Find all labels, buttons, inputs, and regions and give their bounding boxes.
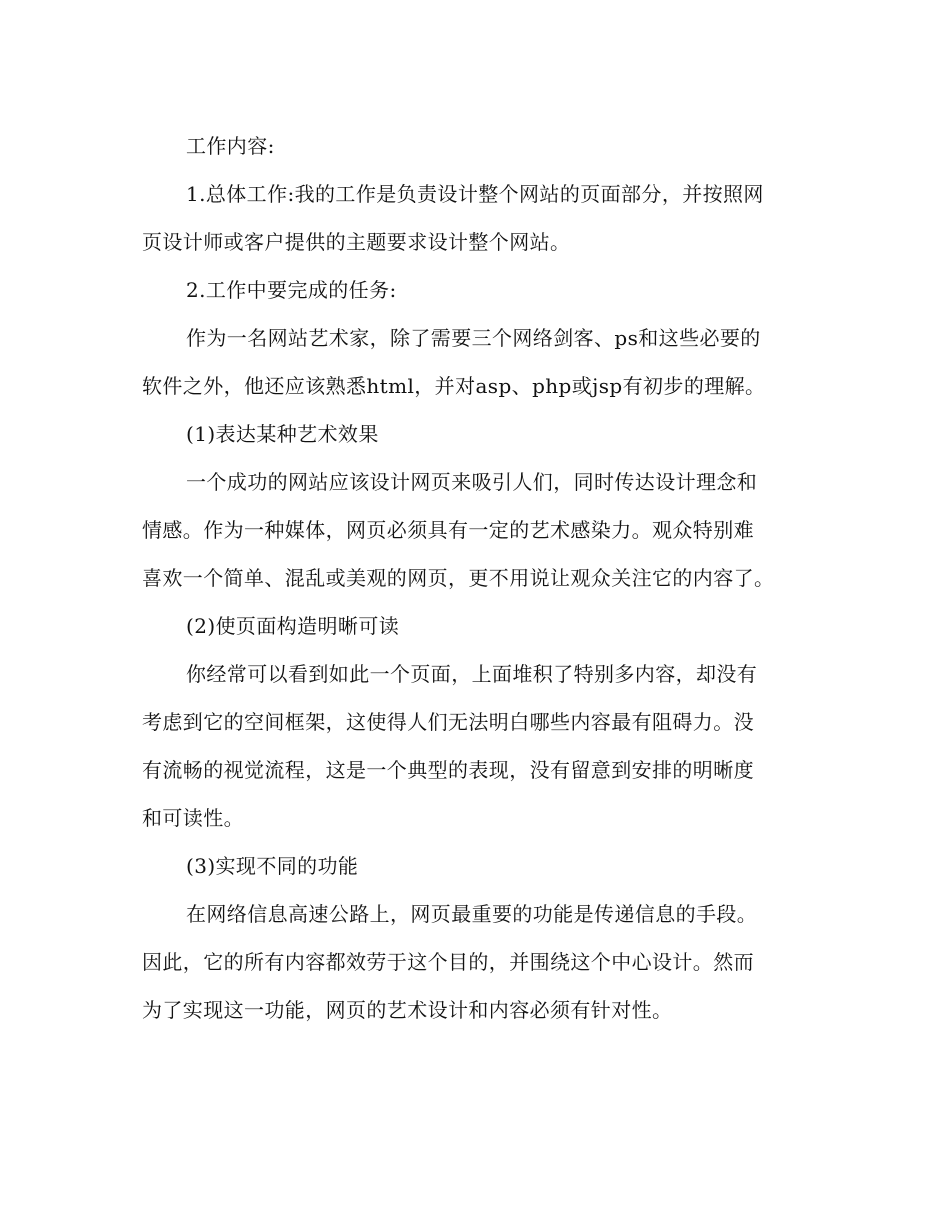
item1-paragraph bbox=[142, 170, 812, 266]
sub3-paragraph bbox=[142, 890, 812, 1034]
intro-paragraph bbox=[142, 314, 812, 410]
sub2-line2: 考虑到它的空间框架，这使得人们无法明白哪些内容最有阻碍力。没 bbox=[142, 710, 754, 734]
item2-title-text: 2.工作中要完成的任务: bbox=[186, 278, 397, 302]
sub3-title bbox=[142, 842, 812, 890]
heading-text: 工作内容: bbox=[186, 134, 275, 158]
sub1-paragraph bbox=[142, 458, 812, 602]
document-page bbox=[142, 122, 812, 1034]
section-heading bbox=[142, 122, 812, 170]
intro-line1: 作为一名网站艺术家，除了需要三个网络剑客、ps和这些必要的 bbox=[186, 326, 761, 350]
intro-line2: 软件之外，他还应该熟悉html，并对asp、php或jsp有初步的理解。 bbox=[142, 374, 766, 398]
sub3-title-text: (3)实现不同的功能 bbox=[186, 854, 359, 878]
sub3-line1: 在网络信息高速公路上，网页最重要的功能是传递信息的手段。 bbox=[186, 902, 758, 926]
sub2-line3: 有流畅的视觉流程，这是一个典型的表现，没有留意到安排的明晰度 bbox=[142, 758, 754, 782]
sub1-line3: 喜欢一个简单、混乱或美观的网页，更不用说让观众关注它的内容了。 bbox=[142, 566, 775, 590]
sub2-title bbox=[142, 602, 812, 650]
sub1-title-text: (1)表达某种艺术效果 bbox=[186, 422, 379, 446]
sub1-title bbox=[142, 410, 812, 458]
sub2-paragraph bbox=[142, 650, 812, 842]
sub1-line2: 情感。作为一种媒体，网页必须具有一定的艺术感染力。观众特别难 bbox=[142, 518, 754, 542]
sub2-title-text: (2)使页面构造明晰可读 bbox=[186, 614, 400, 638]
sub2-line1: 你经常可以看到如此一个页面，上面堆积了特别多内容，却没有 bbox=[186, 662, 758, 686]
sub3-line2: 因此，它的所有内容都效劳于这个目的，并围绕这个中心设计。然而 bbox=[142, 950, 754, 974]
sub2-line4: 和可读性。 bbox=[142, 806, 244, 830]
item2-title bbox=[142, 266, 812, 314]
sub1-line1: 一个成功的网站应该设计网页来吸引人们，同时传达设计理念和 bbox=[186, 470, 758, 494]
item1-line2: 页设计师或客户提供的主题要求设计整个网站。 bbox=[142, 230, 571, 254]
item1-line1: 1.总体工作:我的工作是负责设计整个网站的页面部分，并按照网 bbox=[186, 182, 764, 206]
sub3-line3: 为了实现这一功能，网页的艺术设计和内容必须有针对性。 bbox=[142, 998, 673, 1022]
